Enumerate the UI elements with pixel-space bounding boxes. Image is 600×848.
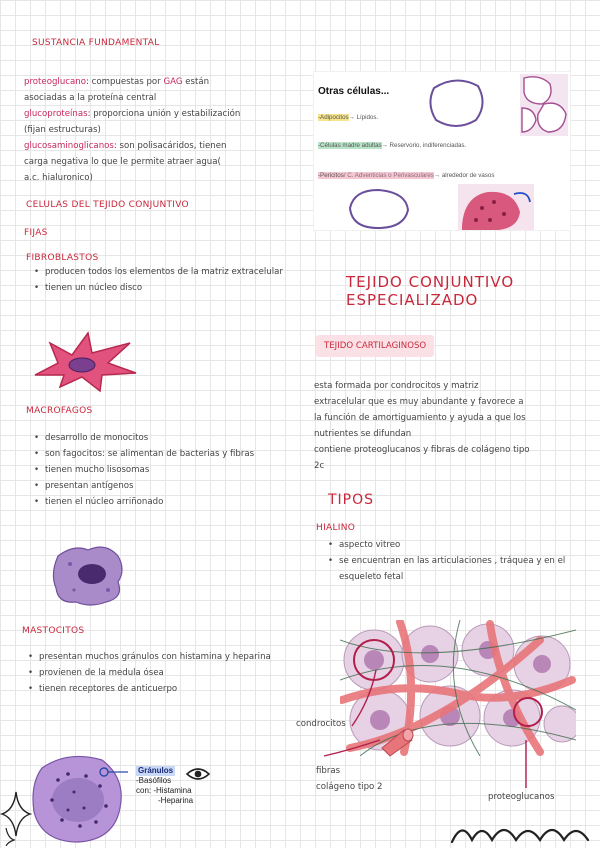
macrofagos-heading: MACROFAGOS <box>26 406 93 416</box>
macrophage-illustration <box>48 542 128 608</box>
label-colageno: colágeno tipo 2 <box>316 782 383 792</box>
pericyte-illustration <box>344 188 414 230</box>
page-title <box>346 273 514 309</box>
mastocitos-list <box>26 649 288 697</box>
adipocyte-micrograph <box>520 74 568 136</box>
glucosaminoglicanos-def-line3: a.c. hialuronico) <box>24 173 93 183</box>
list-item: • tienen receptores de anticuerpo <box>26 681 288 697</box>
fibroblastos-list <box>32 264 292 296</box>
adipocitos-line <box>318 114 378 121</box>
adipocyte-illustration <box>426 74 486 130</box>
tipos-heading: TIPOS <box>328 492 375 508</box>
list-item: • se encuentran en las articulaciones , tráquea y en el esqueleto fetal <box>326 553 594 585</box>
pericitos-line <box>318 172 494 179</box>
proteoglucano-def: : compuestas por <box>85 77 164 87</box>
glucoproteinas-term: glucoproteínas <box>24 109 88 119</box>
proteoglucano-term: proteoglucano <box>24 77 86 87</box>
glucoproteinas-def: : proporciona unión y estabilización <box>87 109 241 119</box>
adipocitos-desc: → Lípidos. <box>348 114 379 121</box>
proteoglucano-def-end: están <box>182 77 210 87</box>
description-line: extracelular que es muy abundante y favorece a <box>314 397 524 407</box>
hialino-heading: HIALINO <box>316 523 356 533</box>
description-line: 2c <box>314 461 325 471</box>
celulas-heading: CELULAS DEL TEJIDO CONJUNTIVO <box>26 200 189 210</box>
granulos-sub3: -Heparina <box>158 796 194 805</box>
fibroblastos-heading: FIBROBLASTOS <box>26 253 99 263</box>
mastocyte-illustration <box>28 750 128 846</box>
hialino-list <box>326 537 594 585</box>
otras-celulas-card <box>314 72 570 230</box>
label-condrocitos: condrocitos <box>296 719 346 729</box>
proteoglucano-def-line2: asociadas a la proteína central <box>24 93 157 103</box>
pericyte-micrograph <box>458 184 534 230</box>
list-item: • presentan antígenos <box>32 478 284 494</box>
celulas-madre-term: -Células madre adultas <box>318 142 382 149</box>
granulos-label-block <box>136 766 193 806</box>
granulos-sub1: -Basófilos <box>136 776 172 785</box>
adipocitos-term: -Adipocitos <box>318 114 349 121</box>
celulas-madre-desc: → Reservorio, indiferenciadas. <box>381 142 467 149</box>
list-item: • son fagocitos: se alimentan de bacterias y fibras <box>32 446 284 462</box>
fijas-heading: FIJAS <box>24 228 48 238</box>
mastocitos-heading: MASTOCITOS <box>22 626 85 636</box>
description-line: nutrientes se difundan <box>314 429 412 439</box>
granulos-sub2: con: -Histamina <box>136 786 192 795</box>
page-title-line2: ESPECIALIZADO <box>346 291 479 309</box>
description-line: contiene proteoglucanos y fibras de colágeno tipo <box>314 445 530 455</box>
eye-icon <box>186 766 210 782</box>
sparkle-icon <box>0 790 32 846</box>
granulos-label: Gránulos <box>138 766 174 775</box>
page-title-line1: TEJIDO CONJUNTIVO <box>346 273 515 291</box>
pericitos-desc: → alrededor de vasos <box>433 172 495 179</box>
glucoproteinas-def-line2: (fijan estructuras) <box>24 125 101 135</box>
list-item: • provienen de la medula ósea <box>26 665 288 681</box>
label-proteoglucanos: proteoglucanos <box>488 792 555 802</box>
list-item: • tienen un núcleo disco <box>32 280 292 296</box>
pericitos-term: -Pericitos/ C. Adventicias o Perivasculares <box>318 172 434 179</box>
list-item: • tienen el núcleo arriñonado <box>32 494 284 510</box>
fibroblast-illustration <box>30 325 140 395</box>
sustancia-fundamental-heading: SUSTANCIA FUNDAMENTAL <box>32 38 160 48</box>
cartilaginoso-description <box>314 378 594 474</box>
glucosaminoglicanos-term: glucosaminoglicanos <box>24 141 114 151</box>
list-item: • tienen mucho lisosomas <box>32 462 284 478</box>
glucosaminoglicanos-def: : son polisacáridos, tienen <box>113 141 227 151</box>
gag-term: GAG <box>163 77 183 87</box>
label-fibras: fibras <box>316 766 341 776</box>
glucosaminoglicanos-def-line2: carga negativa lo que le permite atraer agua( <box>24 157 221 167</box>
sustancia-fundamental-text <box>24 74 324 186</box>
list-item: • desarrollo de monocitos <box>32 430 284 446</box>
list-item: • presentan muchos gránulos con histamina y heparina <box>26 649 288 665</box>
otras-celulas-title: Otras células... <box>318 86 390 97</box>
description-line: esta formada por condrocitos y matriz <box>314 381 479 391</box>
squiggle-decoration <box>448 818 598 846</box>
celulas-madre-line <box>318 142 466 149</box>
macrofagos-list <box>32 430 284 510</box>
cartilaginoso-tag: TEJIDO CARTILAGINOSO <box>316 335 434 357</box>
list-item: • producen todos los elementos de la matriz extracelular <box>32 264 292 280</box>
list-item: • aspecto vitreo <box>326 537 594 553</box>
description-line: la función de amortiguamiento y ayuda a que los <box>314 413 526 423</box>
